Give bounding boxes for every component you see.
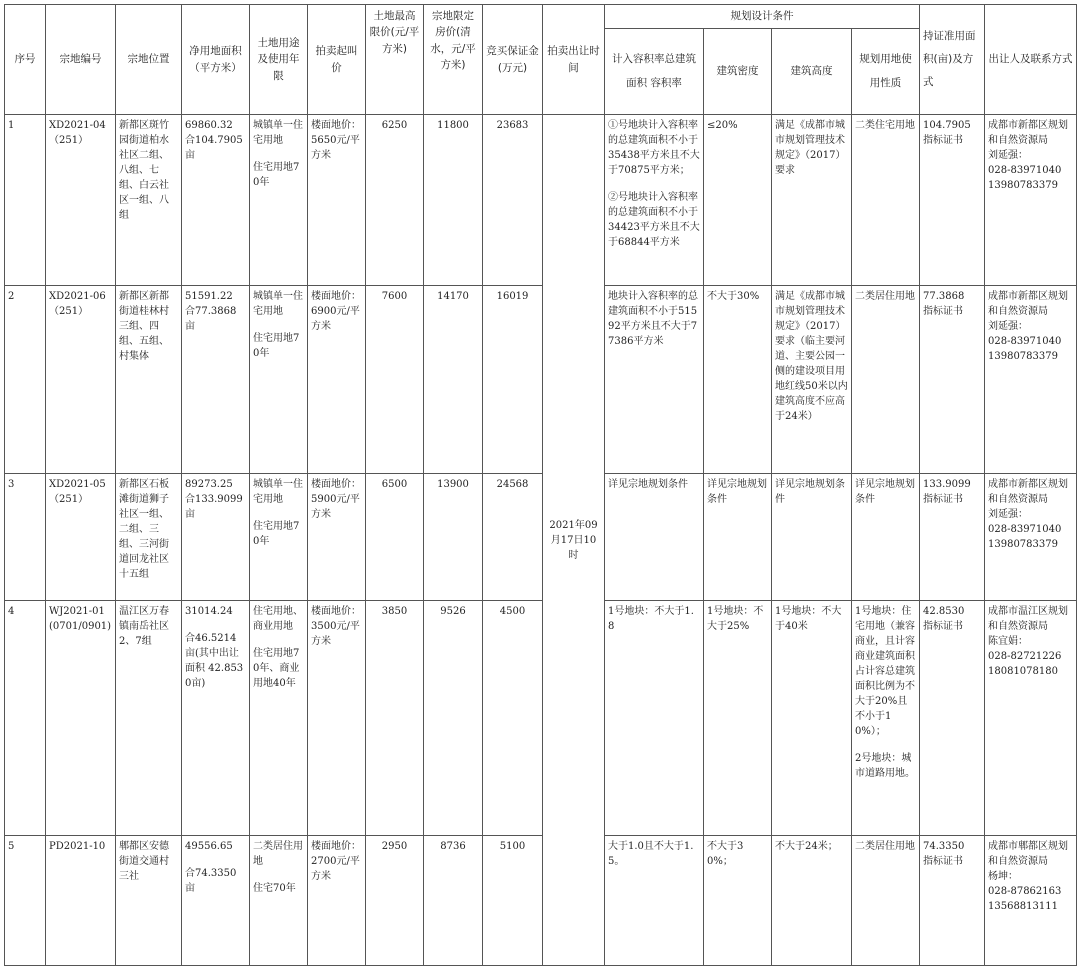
use-type: 二类居住用地 bbox=[253, 841, 303, 867]
header-use: 土地用途及使用年限 bbox=[250, 5, 308, 115]
contact-mobile: 13980783379 bbox=[988, 180, 1058, 191]
use-type: 城镇单一住宅用地 bbox=[253, 291, 303, 317]
header-house-price: 宗地限定房价(清水，元/平方米) bbox=[424, 5, 483, 115]
cell-deposit: 16019 bbox=[483, 286, 543, 474]
land-nature-plot-2: 2号地块：城市道路用地。 bbox=[855, 753, 915, 779]
cell-land-nature: 二类住宅用地 bbox=[852, 115, 920, 286]
area-value: 31014.24 bbox=[185, 606, 233, 617]
cell-max-price: 2950 bbox=[366, 836, 424, 966]
cell-density: 不大于30%； bbox=[704, 836, 772, 966]
cell-house-price: 13900 bbox=[424, 474, 483, 601]
area-mu: 合77.3868亩 bbox=[185, 306, 237, 332]
cell-auction-time: 2021年09月17日10时 bbox=[543, 115, 605, 966]
cell-far: 地块计入容积率的总建筑面积不小于51592平方米且不大于77386平方米 bbox=[605, 286, 704, 474]
table-row bbox=[5, 601, 1077, 836]
cell-area bbox=[182, 601, 250, 836]
cell-deposit: 4500 bbox=[483, 601, 543, 836]
cell-land-nature: 详见宗地规划条件 bbox=[852, 474, 920, 601]
cell-deposit: 24568 bbox=[483, 474, 543, 601]
far-plot-2: ②号地块计入容积率的总建筑面积不小于34423平方米且不大于68844平方米 bbox=[608, 192, 700, 248]
cell-contact bbox=[985, 115, 1077, 286]
contact-mobile: 13568813111 bbox=[988, 901, 1058, 912]
land-auction-table bbox=[4, 4, 1077, 966]
area-mu: 合74.3350亩 bbox=[185, 868, 237, 894]
header-plan-group: 规划设计条件 bbox=[605, 5, 920, 29]
contact-name: 刘延强： bbox=[988, 150, 1028, 161]
cell-house-price: 9526 bbox=[424, 601, 483, 836]
cell-location: 郫都区安德街道交通村三社 bbox=[116, 836, 182, 966]
land-nature-plot-1: 1号地块：住宅用地（兼容商业，且计容商业建筑面积占计容总建筑面积比例为不大于20%且不小于10%）； bbox=[855, 606, 915, 737]
cell-use bbox=[250, 286, 308, 474]
cell-deposit: 5100 bbox=[483, 836, 543, 966]
cell-use bbox=[250, 836, 308, 966]
indicator-method: 指标证书 bbox=[923, 306, 963, 317]
cell-height: 详见宗地规划条件 bbox=[772, 474, 852, 601]
contact-phone: 028-87862163 bbox=[988, 886, 1062, 897]
contact-mobile: 18081078180 bbox=[988, 666, 1058, 677]
cell-location: 新都区新都街道桂林村三组、四组、五组、村集体 bbox=[116, 286, 182, 474]
cell-start-price: 楼面地价：3500元/平方米 bbox=[308, 601, 366, 836]
contact-name: 刘延强： bbox=[988, 509, 1028, 520]
contact-mobile: 13980783379 bbox=[988, 539, 1058, 550]
contact-name: 陈宜娟： bbox=[988, 636, 1028, 647]
cell-deposit: 23683 bbox=[483, 115, 543, 286]
use-type: 城镇单一住宅用地 bbox=[253, 479, 303, 505]
use-term: 住宅用地70年 bbox=[253, 162, 300, 188]
use-term: 住宅用地70年、商业用地40年 bbox=[253, 648, 300, 689]
cell-start-price: 楼面地价：5650元/平方米 bbox=[308, 115, 366, 286]
use-type: 城镇单一住宅用地 bbox=[253, 120, 303, 146]
area-mu: 合46.5214亩(其中出让面积 42.8530亩) bbox=[185, 633, 244, 689]
cell-use bbox=[250, 601, 308, 836]
cell-height: 满足《成都市城市规划管理技术规定》（2017）要求 bbox=[772, 115, 852, 286]
cell-start-price: 楼面地价：5900元/平方米 bbox=[308, 474, 366, 601]
cell-max-price: 3850 bbox=[366, 601, 424, 836]
table-row bbox=[5, 474, 1077, 601]
cell-max-price: 7600 bbox=[366, 286, 424, 474]
indicator-method: 指标证书 bbox=[923, 621, 963, 632]
header-seq: 序号 bbox=[5, 5, 46, 115]
cell-indicator bbox=[920, 601, 985, 836]
area-value: 51591.22 bbox=[185, 291, 233, 302]
header-auction-time: 拍卖出让时间 bbox=[543, 5, 605, 115]
header-start-price: 拍卖起叫价 bbox=[308, 5, 366, 115]
header-location: 宗地位置 bbox=[116, 5, 182, 115]
area-value: 89273.25 bbox=[185, 479, 233, 490]
cell-code: XD2021-05（251） bbox=[46, 474, 116, 601]
contact-mobile: 13980783379 bbox=[988, 351, 1058, 362]
cell-far bbox=[605, 115, 704, 286]
cell-density: ≤20% bbox=[704, 115, 772, 286]
cell-indicator bbox=[920, 474, 985, 601]
use-term: 住宅用地70年 bbox=[253, 333, 300, 359]
header-density bbox=[704, 29, 772, 115]
cell-use bbox=[250, 115, 308, 286]
cell-house-price: 8736 bbox=[424, 836, 483, 966]
table-row bbox=[5, 115, 1077, 286]
cell-use bbox=[250, 474, 308, 601]
header-far-text: 计入容积率总建筑面积 容积率 bbox=[612, 53, 696, 89]
cell-area bbox=[182, 286, 250, 474]
table-row bbox=[5, 836, 1077, 966]
indicator-area: 74.3350 bbox=[923, 841, 965, 852]
cell-seq: 1 bbox=[5, 115, 46, 286]
header-height: 建筑高度 bbox=[772, 29, 852, 115]
cell-location: 新都区石板滩街道狮子社区一组、二组、三组、三河街道回龙社区十五组 bbox=[116, 474, 182, 601]
far-plot-1: ①号地块计入容积率的总建筑面积不小于35438平方米且不大于70875平方米； bbox=[608, 120, 700, 176]
table-row bbox=[5, 286, 1077, 474]
indicator-area: 133.9099 bbox=[923, 479, 971, 490]
contact-org: 成都市新都区规划和自然资源局 bbox=[988, 120, 1068, 146]
cell-contact bbox=[985, 601, 1077, 836]
cell-seq: 5 bbox=[5, 836, 46, 966]
cell-far: 1号地块：不大于1.8 bbox=[605, 601, 704, 836]
cell-code: XD2021-04（251） bbox=[46, 115, 116, 286]
cell-indicator bbox=[920, 286, 985, 474]
cell-height: 不大于24米； bbox=[772, 836, 852, 966]
cell-density: 1号地块：不大于25% bbox=[704, 601, 772, 836]
cell-house-price: 11800 bbox=[424, 115, 483, 286]
contact-org: 成都市新都区规划和自然资源局 bbox=[988, 479, 1068, 505]
use-term: 住宅用地70年 bbox=[253, 521, 300, 547]
header-max-price: 土地最高限价(元/平方米) bbox=[366, 5, 424, 115]
indicator-area: 42.8530 bbox=[923, 606, 965, 617]
cell-house-price: 14170 bbox=[424, 286, 483, 474]
cell-location: 新都区斑竹园街道柏水社区二组、八组、七组、白云社区一组、八组 bbox=[116, 115, 182, 286]
contact-phone: 028-83971040 bbox=[988, 336, 1062, 347]
header-land-nature bbox=[852, 29, 920, 115]
cell-area bbox=[182, 836, 250, 966]
use-term: 住宅70年 bbox=[253, 883, 296, 894]
cell-contact bbox=[985, 836, 1077, 966]
indicator-method: 指标证书 bbox=[923, 494, 963, 505]
header-deposit: 竞买保证金(万元) bbox=[483, 5, 543, 115]
area-mu: 合133.9099亩 bbox=[185, 494, 243, 520]
contact-phone: 028-82721226 bbox=[988, 651, 1062, 662]
cell-seq: 2 bbox=[5, 286, 46, 474]
contact-org: 成都市新都区规划和自然资源局 bbox=[988, 291, 1068, 317]
cell-height: 1号地块：不大于40米 bbox=[772, 601, 852, 836]
area-value: 49556.65 bbox=[185, 841, 233, 852]
cell-land-nature: 二类居住用地 bbox=[852, 286, 920, 474]
contact-org: 成都市郫都区规划和自然资源局 bbox=[988, 841, 1068, 867]
contact-org: 成都市温江区规划和自然资源局 bbox=[988, 606, 1068, 632]
cell-start-price: 楼面地价：6900元/平方米 bbox=[308, 286, 366, 474]
cell-density: 详见宗地规划条件 bbox=[704, 474, 772, 601]
cell-contact bbox=[985, 474, 1077, 601]
cell-far: 大于1.0且不大于1.5。 bbox=[605, 836, 704, 966]
header-contact: 出让人及联系方式 bbox=[985, 5, 1077, 115]
cell-code: XD2021-06（251） bbox=[46, 286, 116, 474]
contact-phone: 028-83971040 bbox=[988, 524, 1062, 535]
indicator-area: 104.7905 bbox=[923, 120, 971, 131]
cell-location: 温江区万春镇南岳社区2、7组 bbox=[116, 601, 182, 836]
cell-area bbox=[182, 115, 250, 286]
header-area: 净用地面积（平方米） bbox=[182, 5, 250, 115]
cell-code: WJ2021-01(0701/0901) bbox=[46, 601, 116, 836]
cell-code: PD2021-10 bbox=[46, 836, 116, 966]
header-land-nature-text: 规划用地使用性质 bbox=[859, 53, 912, 89]
cell-indicator bbox=[920, 836, 985, 966]
indicator-method: 指标证书 bbox=[923, 135, 963, 146]
indicator-method: 指标证书 bbox=[923, 856, 963, 867]
cell-seq: 4 bbox=[5, 601, 46, 836]
cell-density: 不大于30% bbox=[704, 286, 772, 474]
use-type: 住宅用地、商业用地 bbox=[253, 606, 303, 632]
cell-contact bbox=[985, 286, 1077, 474]
contact-name: 杨坤： bbox=[988, 871, 1018, 882]
header-indicator-text: 持证准用面积(亩)及方式 bbox=[923, 29, 976, 89]
cell-area bbox=[182, 474, 250, 601]
indicator-area: 77.3868 bbox=[923, 291, 965, 302]
area-value: 69860.32 bbox=[185, 120, 233, 131]
contact-name: 刘延强： bbox=[988, 321, 1028, 332]
header-code: 宗地编号 bbox=[46, 5, 116, 115]
header-density-text: 建筑密度 bbox=[716, 64, 759, 77]
cell-height: 满足《成都市城市规划管理技术规定》（2017）要求（临主要河道、主要公园一侧的建设项目用地红线50米以内建筑高度不应高于24米） bbox=[772, 286, 852, 474]
cell-seq: 3 bbox=[5, 474, 46, 601]
cell-max-price: 6250 bbox=[366, 115, 424, 286]
cell-max-price: 6500 bbox=[366, 474, 424, 601]
header-indicator bbox=[920, 5, 985, 115]
cell-land-nature: 二类居住用地 bbox=[852, 836, 920, 966]
cell-far: 详见宗地规划条件 bbox=[605, 474, 704, 601]
contact-phone: 028-83971040 bbox=[988, 165, 1062, 176]
cell-indicator bbox=[920, 115, 985, 286]
area-mu: 合104.7905亩 bbox=[185, 135, 243, 161]
cell-start-price: 楼面地价：2700元/平方米 bbox=[308, 836, 366, 966]
cell-land-nature bbox=[852, 601, 920, 836]
header-far bbox=[605, 29, 704, 115]
